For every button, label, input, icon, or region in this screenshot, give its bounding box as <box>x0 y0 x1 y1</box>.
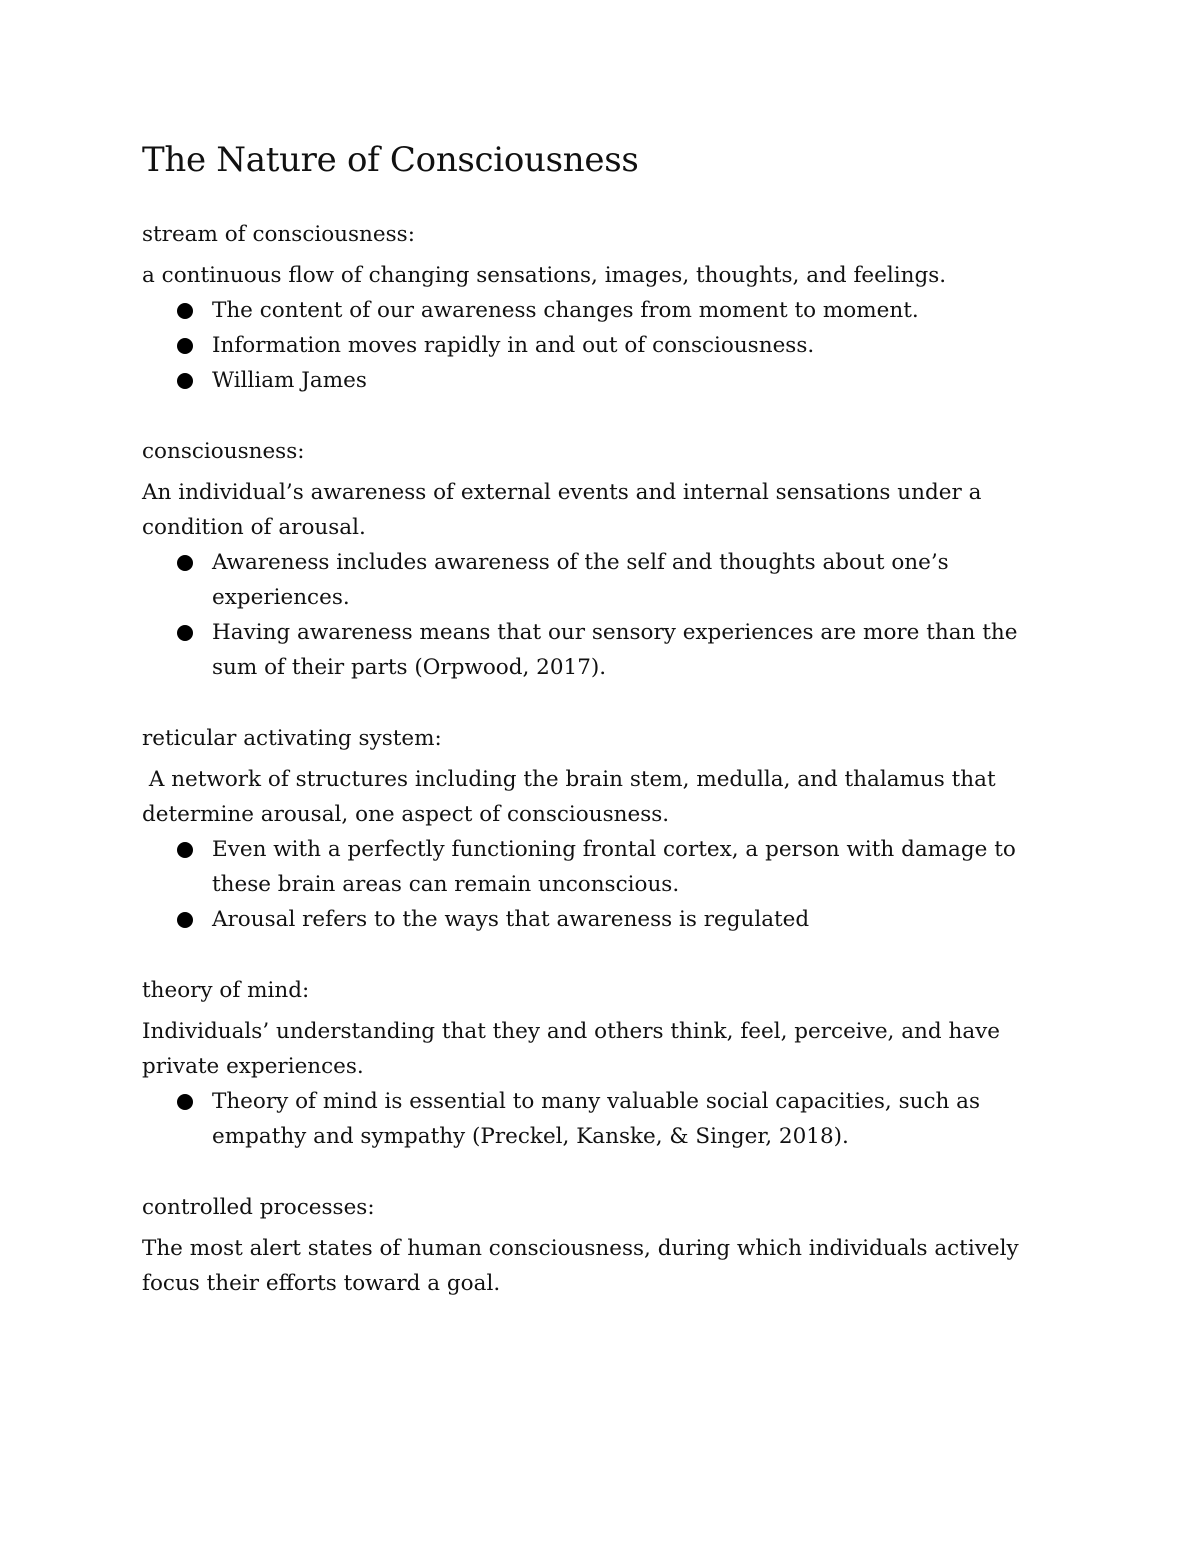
bullet-item <box>177 615 1042 685</box>
bullet-text: Having awareness means that our sensory experiences are more than the sum of their parts (Orpwood, 2017). <box>212 619 1018 680</box>
section-term: consciousness: <box>142 438 305 464</box>
section-term: controlled processes: <box>142 1194 375 1220</box>
bullet-text: Theory of mind is essential to many valuable social capacities, such as empathy and sympathy (Preckel, Kanske, & Singer, 2018). <box>212 1088 981 1149</box>
section-definition: A network of structures including the brain stem, medulla, and thalamus that determine arousal, one aspect of consciousness. <box>142 766 1003 827</box>
bullet-item <box>177 293 1042 328</box>
section-theory-of-mind <box>142 973 1042 1154</box>
bullet-item <box>177 902 1042 937</box>
bullet-dot-icon <box>177 1094 193 1110</box>
document-title: The Nature of Consciousness <box>142 140 639 180</box>
section-term: reticular activating system: <box>142 725 442 751</box>
bullet-text: The content of our awareness changes from moment to moment. <box>212 297 919 323</box>
bullet-list <box>142 832 1042 937</box>
bullet-dot-icon <box>177 912 193 928</box>
bullet-dot-icon <box>177 555 193 571</box>
bullet-dot-icon <box>177 842 193 858</box>
bullet-list <box>142 1084 1042 1154</box>
bullet-dot-icon <box>177 625 193 641</box>
bullet-dot-icon <box>177 303 193 319</box>
bullet-list <box>142 545 1042 685</box>
section-term: stream of consciousness: <box>142 221 415 247</box>
section-definition: The most alert states of human consciousness, during which individuals actively focus their efforts toward a goal. <box>142 1235 1019 1296</box>
bullet-text: Information moves rapidly in and out of consciousness. <box>212 332 815 358</box>
document-page <box>142 140 1042 1337</box>
bullet-dot-icon <box>177 373 193 389</box>
section-term: theory of mind: <box>142 977 310 1003</box>
bullet-text: Even with a perfectly functioning frontal cortex, a person with damage to these brain areas can remain unconscious. <box>212 836 1016 897</box>
section-definition: An individual’s awareness of external events and internal sensations under a condition of arousal. <box>142 479 982 540</box>
section-stream-of-consciousness <box>142 217 1042 398</box>
bullet-text: Arousal refers to the ways that awareness is regulated <box>212 906 810 932</box>
section-consciousness <box>142 434 1042 685</box>
section-definition: a continuous flow of changing sensations, images, thoughts, and feelings. <box>142 262 947 288</box>
bullet-list <box>142 293 1042 398</box>
section-definition: Individuals’ understanding that they and others think, feel, perceive, and have private experiences. <box>142 1018 1001 1079</box>
section-reticular-activating-system <box>142 721 1042 937</box>
section-controlled-processes <box>142 1190 1042 1301</box>
bullet-text: William James <box>212 367 367 393</box>
bullet-item <box>177 545 1042 615</box>
bullet-item <box>177 328 1042 363</box>
bullet-item <box>177 363 1042 398</box>
bullet-text: Awareness includes awareness of the self and thoughts about one’s experiences. <box>212 549 949 610</box>
bullet-item <box>177 832 1042 902</box>
bullet-dot-icon <box>177 338 193 354</box>
bullet-item <box>177 1084 1042 1154</box>
